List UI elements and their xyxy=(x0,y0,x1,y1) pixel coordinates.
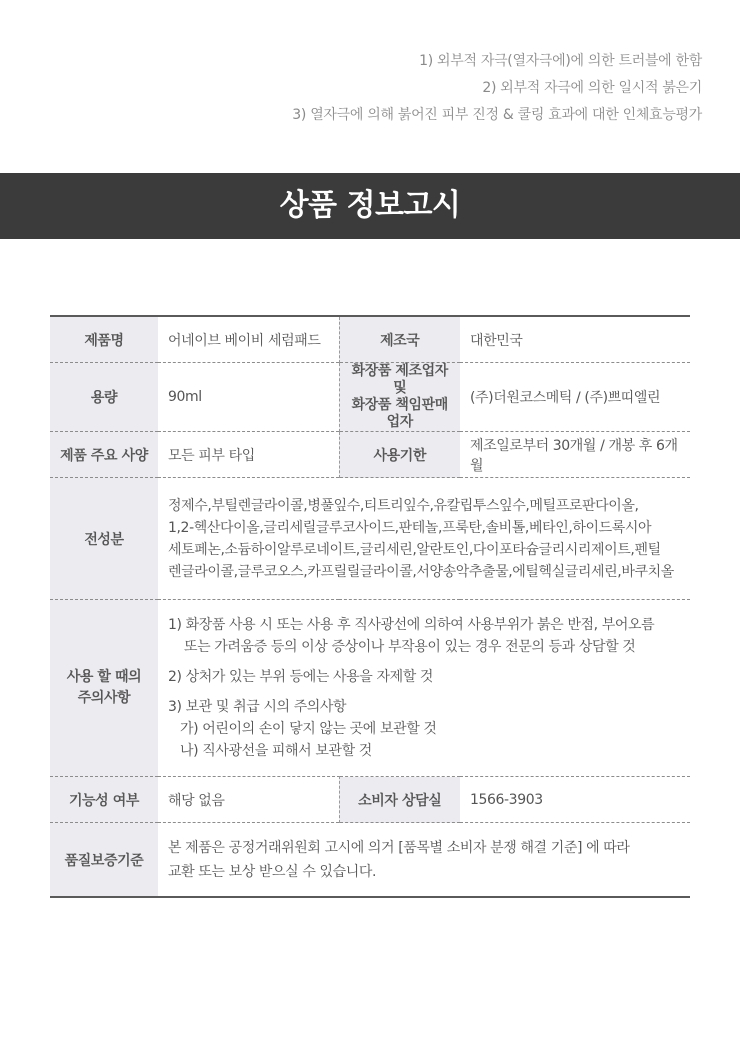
ingredients-line-3: 세토페논,소듐하이알루로네이트,글리세린,알란토인,다이포타슘글리시리제이트,펜틸 xyxy=(168,541,661,558)
maker-value: (주)더원코스메틱 / (주)쁘띠엘린 xyxy=(460,363,690,432)
maker-label-line-1: 화장품 제조업자 및 xyxy=(351,363,448,396)
consult-value: 1566-3903 xyxy=(460,777,690,823)
caution-item-1: 1) 화장품 사용 시 또는 사용 후 직사광선에 의하여 사용부위가 붉은 반점, 부어오름 xyxy=(168,617,655,633)
footnote-1: 1) 외부적 자극(열자극에)에 의한 트러블에 한함 xyxy=(419,53,702,69)
caution-item-3a: 가) 어린이의 손이 닿지 않는 곳에 보관할 것 xyxy=(180,721,437,737)
caution-item-2: 2) 상처가 있는 부위 등에는 사용을 자제할 것 xyxy=(168,669,434,685)
caution-item-3b: 나) 직사광선을 피해서 보관할 것 xyxy=(180,743,372,759)
consult-label: 소비자 상담실 xyxy=(339,777,460,823)
caution-item-3: 3) 보관 및 취급 시의 주의사항 xyxy=(168,699,347,715)
footnote-2: 2) 외부적 자극에 의한 일시적 붉은기 xyxy=(482,80,702,96)
spec-label: 제품 주요 사양 xyxy=(50,432,158,478)
volume-label: 용량 xyxy=(50,363,158,432)
caution-label xyxy=(50,600,158,777)
caution-label-line-1: 사용 할 때의 xyxy=(66,669,142,685)
footnotes xyxy=(292,48,702,129)
product-name-label: 제품명 xyxy=(50,316,158,363)
table-row xyxy=(50,823,690,898)
footnote-3: 3) 열자극에 의해 붉어진 피부 진정 & 쿨링 효과에 대한 인체효능평가 xyxy=(292,107,702,123)
quality-label: 품질보증기준 xyxy=(50,823,158,898)
maker-label-line-2: 화장품 책임판매업자 xyxy=(351,397,448,430)
table-row xyxy=(50,363,690,432)
ingredients-line-4: 렌글라이콜,글루코오스,카프릴릴글라이콜,서양송악추출물,에틸헥실글리세린,바쿠치올 xyxy=(168,563,674,580)
section-title: 상품 정보고시 xyxy=(0,173,740,239)
ingredients-label: 전성분 xyxy=(50,478,158,600)
ingredients-value xyxy=(158,478,690,600)
table-row xyxy=(50,600,690,777)
table-row xyxy=(50,777,690,823)
origin-label: 제조국 xyxy=(339,316,460,363)
quality-value xyxy=(158,823,690,898)
product-info-table xyxy=(50,315,690,898)
product-name-value: 어네이브 베이비 세럼패드 xyxy=(158,316,339,363)
table-row xyxy=(50,478,690,600)
spec-value: 모든 피부 타입 xyxy=(158,432,339,478)
ingredients-line-2: 1,2-헥산다이올,글리세릴글루코사이드,판테놀,프룩탄,솔비톨,베타인,하이드록시아 xyxy=(168,519,652,536)
quality-line-1: 본 제품은 공정거래위원회 고시에 의거 [품목별 소비자 분쟁 해결 기준] 에 따라 xyxy=(168,839,630,856)
volume-value: 90ml xyxy=(158,363,339,432)
table-row xyxy=(50,316,690,363)
table-row xyxy=(50,432,690,478)
expiry-value: 제조일로부터 30개월 / 개봉 후 6개월 xyxy=(460,432,690,478)
caution-label-line-2: 주의사항 xyxy=(77,690,131,706)
caution-item-1-cont: 또는 가려움증 등의 이상 증상이나 부작용이 있는 경우 전문의 등과 상담할 것 xyxy=(184,639,636,655)
quality-line-2: 교환 또는 보상 받으실 수 있습니다. xyxy=(168,863,377,880)
caution-value xyxy=(158,600,690,777)
functional-value: 해당 없음 xyxy=(158,777,339,823)
ingredients-line-1: 정제수,부틸렌글라이콜,병풀잎수,티트리잎수,유칼립투스잎수,메틸프로판다이올, xyxy=(168,497,639,514)
maker-label xyxy=(339,363,460,432)
functional-label: 기능성 여부 xyxy=(50,777,158,823)
expiry-label: 사용기한 xyxy=(339,432,460,478)
origin-value: 대한민국 xyxy=(460,316,690,363)
